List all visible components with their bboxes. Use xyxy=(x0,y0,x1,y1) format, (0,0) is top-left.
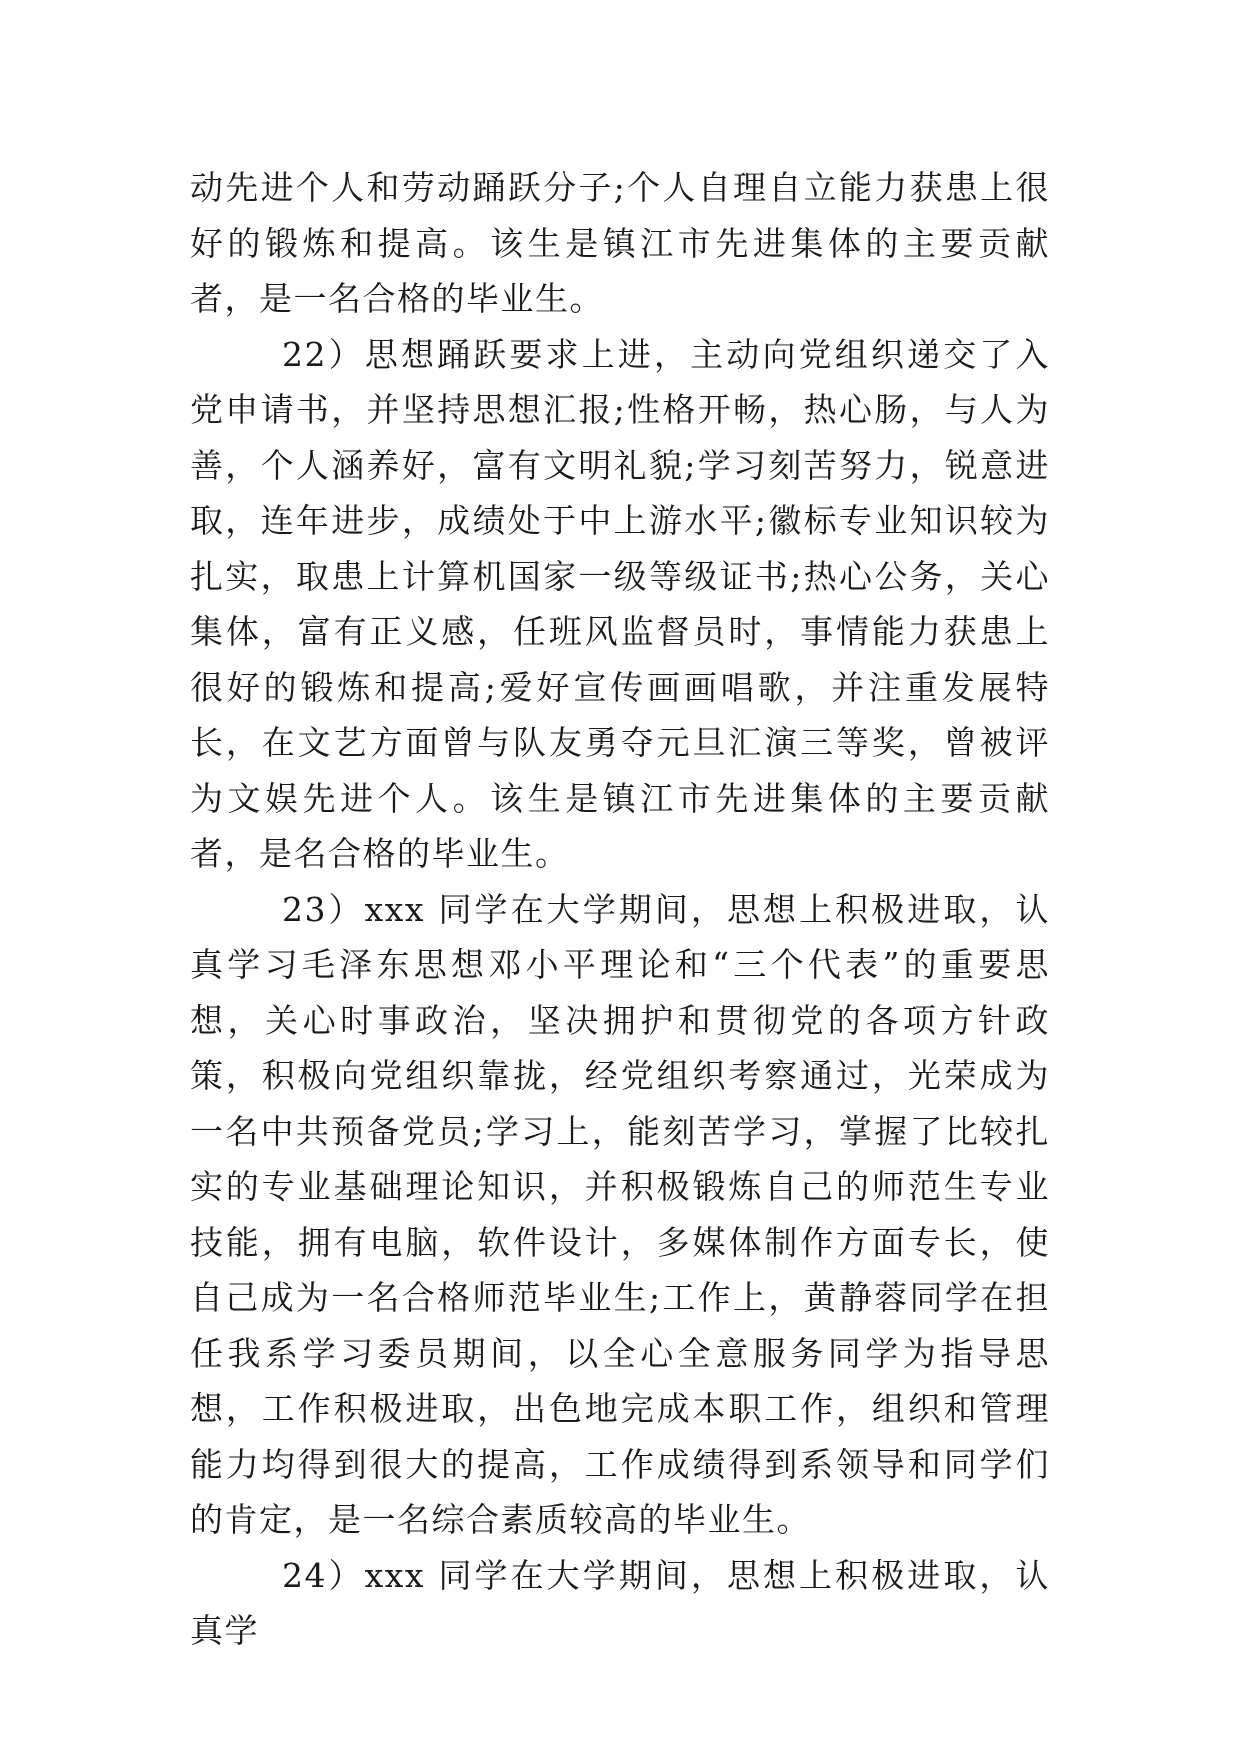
document-body xyxy=(190,160,1050,1659)
paragraph-item-22: 22）思想踊跃要求上进，主动向党组织递交了入党申请书，并坚持思想汇报;性格开畅，热心肠，与人为善，个人涵养好，富有文明礼貌;学习刻苦努力，锐意进取，连年进步，成绩处于中上游水平;徽标专业知识较为扎实，取患上计算机国家一级等级证书;热心公务，关心集体，富有正义感，任班风监督员时，事情能力获患上很好的锻炼和提高;爱好宣传画画唱歌，并注重发展特长，在文艺方面曾与队友勇夺元旦汇演三等奖，曾被评为文娱先进个人。该生是镇江市先进集体的主要贡献者，是名合格的毕业生。 xyxy=(190,334,1050,873)
paragraph-item-24: 24）xxx 同学在大学期间，思想上积极进取，认真学 xyxy=(190,1555,1050,1650)
paragraph-item-23: 23）xxx 同学在大学期间，思想上积极进取，认真学习毛泽东思想邓小平理论和“三个代表”的重要思想，关心时事政治，坚决拥护和贯彻党的各项方针政策，积极向党组织靠拢，经党组织考察通过，光荣成为一名中共预备党员;学习上，能刻苦学习，掌握了比较扎实的专业基础理论知识，并积极锻炼自己的师范生专业技能，拥有电脑，软件设计，多媒体制作方面专长，使自己成为一名合格师范毕业生;工作上，黄静蓉同学在担任我系学习委员期间，以全心全意服务同学为指导思想，工作积极进取，出色地完成本职工作，组织和管理能力均得到很大的提高，工作成绩得到系领导和同学们的肯定，是一名综合素质较高的毕业生。 xyxy=(190,889,1050,1539)
paragraph-continuation: 动先进个人和劳动踊跃分子;个人自理自立能力获患上很好的锻炼和提高。该生是镇江市先进集体的主要贡献者，是一名合格的毕业生。 xyxy=(190,168,1050,318)
